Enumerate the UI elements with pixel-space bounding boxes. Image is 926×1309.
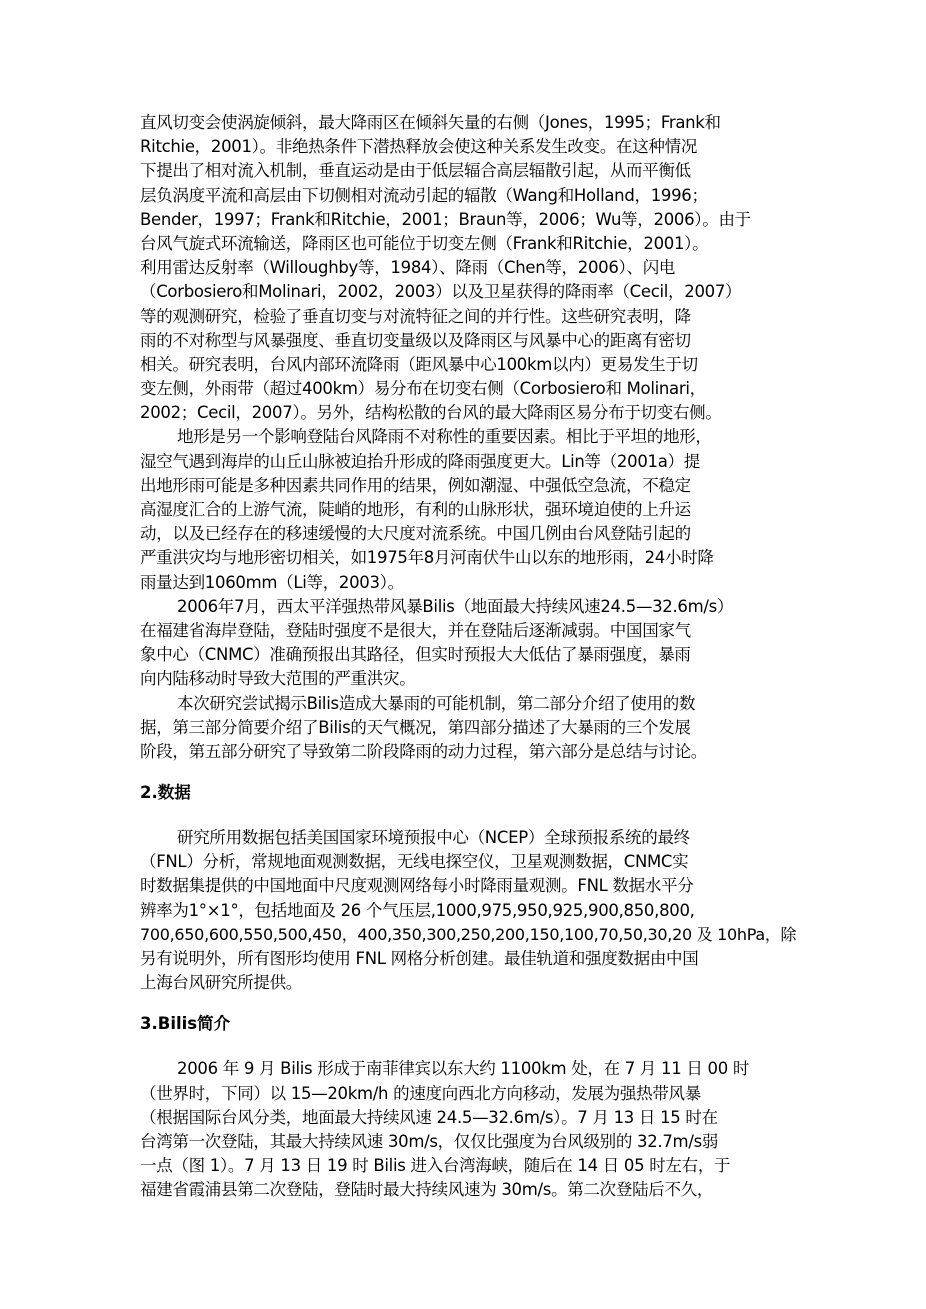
text-line: 时数据集提供的中国地面中尺度观测网络每小时降雨量观测。FNL 数据水平分 bbox=[140, 876, 694, 896]
text-line: 上海台风研究所提供。 bbox=[140, 973, 303, 993]
text-line: 2006年7月，西太平洋强热带风暴Bilis（地面最大持续风速24.5—32.6m/s） bbox=[177, 596, 734, 616]
text-line: 另有说明外，所有图形均使用 FNL 网格分析创建。最佳轨道和强度数据由中国 bbox=[140, 949, 699, 968]
text-line: 地形是另一个影响登陆台风降雨不对称性的重要因素。相比于平坦的地形， bbox=[177, 427, 712, 447]
text-line: 向内陆移动时导致大范围的严重洪灾。 bbox=[140, 669, 416, 689]
text-line: （FNL）分析，常规地面观测数据，无线电探空仪，卫星观测数据，CNMC实 bbox=[140, 852, 689, 872]
text-line: 据，第三部分简要介绍了Bilis的天气概况，第四部分描述了大暴雨的三个发展 bbox=[140, 717, 691, 737]
text-line: 辨率为1°×1°，包括地面及 26 个气压层,1000,975,950,925,900,850,800, bbox=[140, 900, 695, 920]
document-page bbox=[140, 111, 796, 1203]
section-heading-bilis: 3.Bilis简介 bbox=[140, 1014, 231, 1034]
text-line: 雨的不对称型与风暴强度、垂直切变量级以及降雨区与风暴中心的距离有密切 bbox=[140, 330, 691, 350]
text-line: 等的观测研究，检验了垂直切变与对流特征之间的并行性。这些研究表明，降 bbox=[140, 306, 691, 326]
text-line: Ritchie，2001）。非绝热条件下潜热释放会使这种关系发生改变。在这种情况 bbox=[140, 137, 698, 157]
paragraph-wind-shear bbox=[140, 111, 796, 425]
text-line: 阶段，第五部分研究了导致第二阶段降雨的动力过程，第六部分是总结与讨论。 bbox=[140, 741, 708, 761]
text-line: 研究所用数据包括美国国家环境预报中心（NCEP）全球预报系统的最终 bbox=[177, 828, 690, 848]
text-line: 一点（图 1）。7 月 13 日 19 时 Bilis 进入台湾海峡，随后在 14 日 05 时左右，于 bbox=[140, 1156, 731, 1176]
text-line: 象中心（CNMC）准确预报出其路径，但实时预报大大低估了暴雨强度，暴雨 bbox=[140, 645, 691, 665]
text-line: 台湾第一次登陆，其最大持续风速 30m/s，仅仅比强度为台风级别的 32.7m/s弱 bbox=[140, 1131, 719, 1151]
text-line: 动，以及已经存在的移速缓慢的大尺度对流系统。中国几例由台风登陆引起的 bbox=[140, 524, 691, 544]
text-line: 严重洪灾均与地形密切相关，如1975年8月河南伏牛山以东的地形雨，24小时降 bbox=[140, 548, 714, 568]
text-line: 本次研究尝试揭示Bilis造成大暴雨的可能机制，第二部分介绍了使用的数 bbox=[177, 693, 696, 713]
text-line: 高湿度汇合的上游气流，陡峭的地形，有利的山脉形状，强环境迫使的上升运 bbox=[140, 500, 691, 519]
text-line: 雨量达到1060mm（Li等，2003）。 bbox=[140, 572, 404, 592]
section-heading-data: 2.数据 bbox=[140, 783, 191, 803]
text-line: 出地形雨可能是多种因素共同作用的结果，例如潮湿、中强低空急流，不稳定 bbox=[140, 475, 691, 495]
text-line: 直风切变会使涡旋倾斜，最大降雨区在倾斜矢量的右侧（Jones，1995；Frank和 bbox=[140, 113, 721, 132]
text-line: 700,650,600,550,500,450，400,350,300,250,200,150,100,70,50,30,20 及 10hPa，除 bbox=[140, 924, 797, 944]
text-line: 2002；Cecil，2007）。另外，结构松散的台风的最大降雨区易分布于切变右侧。 bbox=[140, 403, 722, 423]
text-line: 层负涡度平流和高层由下切侧相对流动引起的辐散（Wang和Holland，1996； bbox=[140, 185, 708, 205]
text-line: 相关。研究表明，台风内部环流降雨（距风暴中心100km以内）更易发生于切 bbox=[140, 354, 698, 374]
text-line: Bender，1997；Frank和Ritchie，2001；Braun等，2006；Wu等，2006）。由于 bbox=[140, 209, 751, 229]
text-line: 下提出了相对流入机制，垂直运动是由于低层辐合高层辐散引起，从而平衡低 bbox=[140, 161, 691, 181]
paragraph-topography bbox=[140, 425, 796, 594]
text-line: （根据国际台风分类，地面最大持续风速 24.5—32.6m/s）。7 月 13 日 15 时在 bbox=[140, 1107, 718, 1127]
paragraph-bilis-overview bbox=[140, 1057, 796, 1202]
text-line: 福建省霞浦县第二次登陆，登陆时最大持续风速为 30m/s。第二次登陆后不久， bbox=[140, 1180, 714, 1200]
paragraph-bilis-landfall bbox=[140, 595, 796, 692]
text-line: 在福建省海岸登陆，登陆时强度不是很大，并在登陆后逐渐减弱。中国国家气 bbox=[140, 620, 691, 640]
text-line: （Corbosiero和Molinari，2002，2003）以及卫星获得的降雨率（Cecil，2007） bbox=[140, 282, 742, 302]
paragraph-data-description bbox=[140, 826, 796, 995]
text-line: （世界时，下同）以 15—20km/h 的速度向西北方向移动，发展为强热带风暴 bbox=[140, 1083, 701, 1103]
paragraph-study-outline bbox=[140, 692, 796, 765]
text-line: 变左侧，外雨带（超过400km）易分布在切变右侧（Corbosiero和 Molinari， bbox=[140, 379, 706, 399]
text-line: 利用雷达反射率（Willoughby等，1984）、降雨（Chen等，2006）、闪电 bbox=[140, 258, 676, 278]
text-line: 2006 年 9 月 Bilis 形成于南菲律宾以东大约 1100km 处，在 7 月 11 日 00 时 bbox=[177, 1059, 750, 1079]
text-line: 湿空气遇到海岸的山丘山脉被迫抬升形成的降雨强度更大。Lin等（2001a）提 bbox=[140, 451, 700, 471]
text-line: 台风气旋式环流输送，降雨区也可能位于切变左侧（Frank和Ritchie，2001）。 bbox=[140, 233, 709, 253]
